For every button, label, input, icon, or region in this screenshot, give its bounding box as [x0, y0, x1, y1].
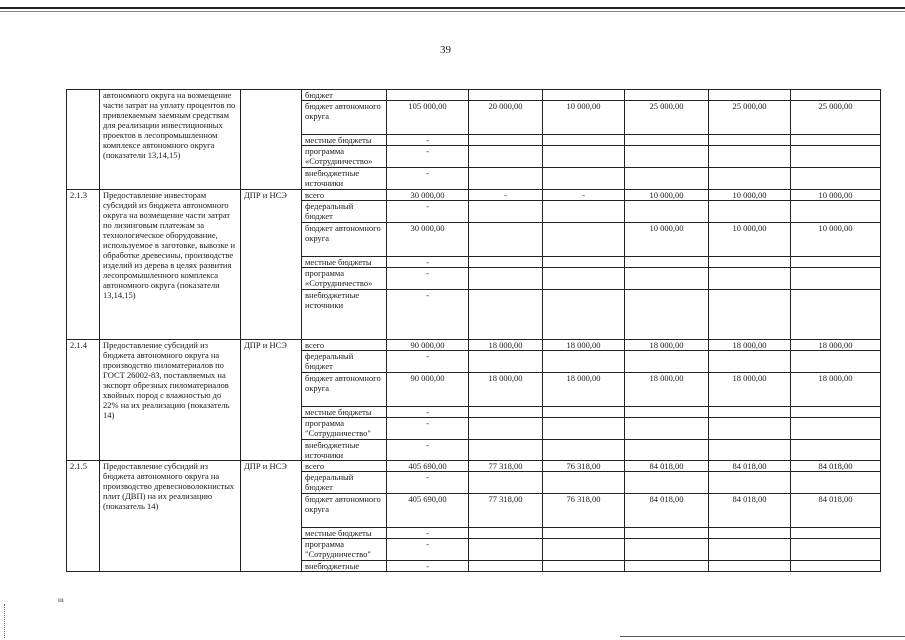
funding-source: внебюджетные: [302, 561, 387, 572]
amount-cell: -: [387, 561, 469, 572]
amount-cell: [469, 268, 543, 290]
amount-cell: 18 000,00: [625, 340, 709, 351]
amount-cell: 10 000,00: [791, 190, 881, 201]
amount-cell: [469, 472, 543, 494]
amount-cell: 77 318,00: [469, 461, 543, 472]
table-row: [67, 90, 881, 101]
amount-cell: 18 000,00: [543, 340, 625, 351]
scan-edge-marks: [4, 604, 7, 638]
amount-cell: [791, 146, 881, 168]
amount-cell: [625, 407, 709, 418]
amount-cell: [709, 290, 791, 340]
amount-cell: [791, 135, 881, 146]
amount-cell: 10 000,00: [543, 101, 625, 135]
budget-table-body: [67, 90, 881, 572]
amount-cell: 30 000,00: [387, 223, 469, 257]
funding-source: бюджет: [302, 90, 387, 101]
amount-cell: -: [387, 201, 469, 223]
amount-cell: [625, 528, 709, 539]
amount-cell: [791, 268, 881, 290]
amount-cell: 18 000,00: [543, 373, 625, 407]
responsible-party: ДПР и НСЭ: [241, 340, 302, 461]
amount-cell: [543, 90, 625, 101]
table-row: [67, 340, 881, 351]
amount-cell: 84 018,00: [709, 461, 791, 472]
amount-cell: [625, 257, 709, 268]
amount-cell: [469, 290, 543, 340]
item-number: 2.1.3: [67, 190, 100, 340]
amount-cell: [625, 561, 709, 572]
amount-cell: [625, 290, 709, 340]
funding-source: программа "Сотрудничество": [302, 418, 387, 440]
amount-cell: [709, 539, 791, 561]
amount-cell: 10 000,00: [625, 190, 709, 201]
amount-cell: [791, 407, 881, 418]
amount-cell: [791, 418, 881, 440]
funding-source: бюджет автономного округа: [302, 223, 387, 257]
amount-cell: 105 000,00: [387, 101, 469, 135]
amount-cell: [469, 418, 543, 440]
amount-cell: [709, 418, 791, 440]
item-name: Предоставление инвесторам субсидий из бюджета автономного округа на возмещение части затрат по лизинговым платежам за технологическое оборудование, используемое в заготовке, вывозке и обработке древесины, производстве изделий из дерева в целях развития лесопромышленного комплекса автономного округа (показатели 13,14,15): [100, 190, 241, 340]
amount-cell: [791, 351, 881, 373]
amount-cell: 84 018,00: [709, 494, 791, 528]
amount-cell: [469, 146, 543, 168]
amount-cell: [543, 418, 625, 440]
funding-source: внебюджетные источники: [302, 168, 387, 190]
amount-cell: [625, 90, 709, 101]
amount-cell: [625, 135, 709, 146]
funding-source: местные бюджеты: [302, 257, 387, 268]
item-name: Предоставление субсидий из бюджета автономного округа на производство пиломатериалов по ГОСТ 26002-83, поставляемых на экспорт обрезных пиломатериалов хвойных пород с влажностью до 22% на их реализацию (показатель 14): [100, 340, 241, 461]
amount-cell: 20 000,00: [469, 101, 543, 135]
amount-cell: -: [387, 135, 469, 146]
amount-cell: 76 318,00: [543, 461, 625, 472]
amount-cell: [625, 168, 709, 190]
amount-cell: 18 000,00: [791, 373, 881, 407]
scan-top-border-thin: [0, 11, 905, 12]
amount-cell: [543, 539, 625, 561]
amount-cell: -: [387, 539, 469, 561]
amount-cell: [543, 561, 625, 572]
amount-cell: 25 000,00: [709, 101, 791, 135]
table-row: [67, 190, 881, 201]
amount-cell: 10 000,00: [791, 223, 881, 257]
amount-cell: 18 000,00: [709, 340, 791, 351]
funding-source: всего: [302, 190, 387, 201]
amount-cell: [791, 168, 881, 190]
funding-source: федеральный бюджет: [302, 472, 387, 494]
amount-cell: [469, 168, 543, 190]
amount-cell: [387, 90, 469, 101]
amount-cell: [543, 201, 625, 223]
amount-cell: [469, 223, 543, 257]
amount-cell: -: [387, 472, 469, 494]
amount-cell: -: [387, 528, 469, 539]
amount-cell: 10 000,00: [625, 223, 709, 257]
funding-source: всего: [302, 340, 387, 351]
amount-cell: [791, 290, 881, 340]
amount-cell: 405 690,00: [387, 461, 469, 472]
item-name: Предоставление субсидий из бюджета автономного округа на производство древесноволокнистых плит (ДВП) на их реализацию (показатель 14): [100, 461, 241, 572]
amount-cell: 90 000,00: [387, 373, 469, 407]
amount-cell: [625, 268, 709, 290]
funding-source: программа «Сотрудничество»: [302, 146, 387, 168]
item-number: 2.1.5: [67, 461, 100, 572]
funding-source: внебюджетные источники: [302, 440, 387, 461]
amount-cell: -: [387, 168, 469, 190]
amount-cell: 18 000,00: [469, 340, 543, 351]
amount-cell: 76 318,00: [543, 494, 625, 528]
amount-cell: [791, 440, 881, 461]
amount-cell: [791, 528, 881, 539]
funding-source: местные бюджеты: [302, 528, 387, 539]
amount-cell: -: [387, 407, 469, 418]
amount-cell: [709, 135, 791, 146]
amount-cell: [469, 440, 543, 461]
amount-cell: [469, 135, 543, 146]
amount-cell: [469, 90, 543, 101]
amount-cell: [791, 472, 881, 494]
amount-cell: 18 000,00: [469, 373, 543, 407]
amount-cell: [709, 528, 791, 539]
amount-cell: 77 318,00: [469, 494, 543, 528]
amount-cell: 10 000,00: [709, 223, 791, 257]
amount-cell: 30 000,00: [387, 190, 469, 201]
scan-bottom-line: [620, 636, 905, 637]
item-number: 2.1.4: [67, 340, 100, 461]
funding-source: программа «Сотрудничество»: [302, 268, 387, 290]
amount-cell: -: [387, 290, 469, 340]
amount-cell: [709, 407, 791, 418]
amount-cell: 84 018,00: [791, 494, 881, 528]
item-name: автономного округа на возмещение части затрат на уплату процентов по привлекаемым заемным средствам для реализации инвестиционных проектов в лесопромышленном комплексе автономного округа (показатели 13,14,15): [100, 90, 241, 190]
amount-cell: [543, 351, 625, 373]
item-number: [67, 90, 100, 190]
amount-cell: [791, 201, 881, 223]
funding-source: всего: [302, 461, 387, 472]
amount-cell: [625, 351, 709, 373]
amount-cell: [469, 528, 543, 539]
amount-cell: [709, 90, 791, 101]
amount-cell: [543, 146, 625, 168]
amount-cell: [543, 440, 625, 461]
table-row: [67, 461, 881, 472]
amount-cell: [709, 257, 791, 268]
amount-cell: 84 018,00: [625, 461, 709, 472]
amount-cell: [543, 135, 625, 146]
amount-cell: [543, 168, 625, 190]
amount-cell: [791, 561, 881, 572]
funding-source: бюджет автономного округа: [302, 373, 387, 407]
funding-source: федеральный бюджет: [302, 201, 387, 223]
amount-cell: -: [387, 418, 469, 440]
amount-cell: 84 018,00: [625, 494, 709, 528]
amount-cell: [543, 290, 625, 340]
funding-source: бюджет автономного округа: [302, 101, 387, 135]
amount-cell: [709, 440, 791, 461]
amount-cell: [543, 472, 625, 494]
amount-cell: -: [543, 190, 625, 201]
amount-cell: 84 018,00: [791, 461, 881, 472]
amount-cell: [709, 168, 791, 190]
responsible-party: [241, 90, 302, 190]
funding-source: внебюджетные источники: [302, 290, 387, 340]
funding-source: местные бюджеты: [302, 135, 387, 146]
amount-cell: [709, 351, 791, 373]
footer-mark: ııı: [58, 596, 64, 604]
amount-cell: [543, 223, 625, 257]
amount-cell: 10 000,00: [709, 190, 791, 201]
amount-cell: [709, 561, 791, 572]
amount-cell: 25 000,00: [791, 101, 881, 135]
page-number: 39: [440, 44, 451, 56]
amount-cell: [469, 407, 543, 418]
funding-source: бюджет автономного округа: [302, 494, 387, 528]
funding-source: федеральный бюджет: [302, 351, 387, 373]
responsible-party: ДПР и НСЭ: [241, 461, 302, 572]
amount-cell: [469, 561, 543, 572]
amount-cell: [625, 418, 709, 440]
amount-cell: 18 000,00: [791, 340, 881, 351]
amount-cell: [625, 146, 709, 168]
amount-cell: [543, 257, 625, 268]
budget-table: [66, 89, 881, 572]
amount-cell: [625, 201, 709, 223]
amount-cell: [791, 90, 881, 101]
amount-cell: [709, 472, 791, 494]
amount-cell: -: [387, 351, 469, 373]
amount-cell: [543, 407, 625, 418]
amount-cell: 18 000,00: [709, 373, 791, 407]
amount-cell: 18 000,00: [625, 373, 709, 407]
scan-top-border: [0, 7, 905, 9]
amount-cell: 405 690,00: [387, 494, 469, 528]
amount-cell: [625, 472, 709, 494]
amount-cell: [709, 268, 791, 290]
amount-cell: 90 000,00: [387, 340, 469, 351]
amount-cell: -: [387, 268, 469, 290]
amount-cell: [625, 539, 709, 561]
amount-cell: [469, 201, 543, 223]
responsible-party: ДПР и НСЭ: [241, 190, 302, 340]
amount-cell: -: [469, 190, 543, 201]
amount-cell: [469, 257, 543, 268]
amount-cell: [469, 539, 543, 561]
amount-cell: [469, 351, 543, 373]
amount-cell: 25 000,00: [625, 101, 709, 135]
amount-cell: [625, 440, 709, 461]
funding-source: программа "Сотрудничество": [302, 539, 387, 561]
amount-cell: -: [387, 146, 469, 168]
amount-cell: [543, 268, 625, 290]
amount-cell: [709, 146, 791, 168]
amount-cell: -: [387, 257, 469, 268]
amount-cell: -: [387, 440, 469, 461]
amount-cell: [543, 528, 625, 539]
amount-cell: [791, 257, 881, 268]
funding-source: местные бюджеты: [302, 407, 387, 418]
amount-cell: [791, 539, 881, 561]
amount-cell: [709, 201, 791, 223]
